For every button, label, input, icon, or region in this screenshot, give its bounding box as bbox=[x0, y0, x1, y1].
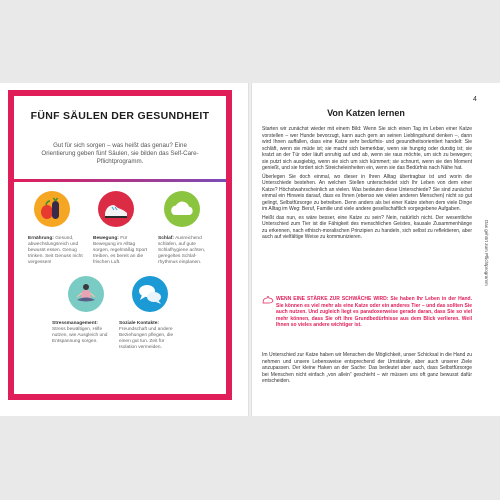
pillar-label: Ernährung: bbox=[28, 236, 54, 241]
body-text-continued: Im Unterschied zur Katze haben wir Menschen die Möglichkeit, unser Schicksal in die Hand zu nehmen und unsere Lebensweise entsprechend der Umstände, aber auch unserer Ziele anzupassen. Der kleine Haken an der Sache: Das bedeutet aber auch, dass Selbstfürsorge bei Menschen nicht einfach „von allein“ geschieht – wir müssen uns oft ganz bewusst dafür entscheiden. bbox=[262, 352, 472, 384]
side-tab-label: Das gehört zum Pflichtprogramm bbox=[484, 220, 489, 286]
pillar-social bbox=[119, 321, 183, 351]
cloud-icon bbox=[164, 191, 200, 227]
speech-bubbles-icon bbox=[132, 276, 168, 312]
vegetables-icon bbox=[34, 191, 70, 227]
paragraph: Starten wir zunächst wieder mit einem Bild: Wenn Sie sich einen Tag im Leben einer Katze vorstellen – wer Hunde bevorzugt, kann auch gern an seinen Lieblingshund denken –, dann wird Ihnen auffallen, dass eine Katze sehr bedürfnis- und gesundheitsorientiert handelt: Sie schläft, wenn sie müde ist; sie macht sich bemerkbar, wenn sie hungrig oder durstig ist; sie kratzt an der Tür oder läuft unruhig auf und ab, wenn sie raus möchte, um sich zu bewegen; sie putzt sich ausgiebig, wenn sie sich um sich kümmert; sie schnurrt, wenn sie den Moment genießt, und sie fordert sich Streicheleinheiten ein, wenn sie das Bedürfnis nach Nähe hat. bbox=[262, 126, 472, 171]
pillar-text: Stress bewältigen, Hilfe nutzen, wie Ausgleich und Entspannung sorgen. bbox=[52, 327, 108, 344]
body-text bbox=[262, 126, 472, 243]
pillar-stress bbox=[52, 321, 112, 345]
paragraph: Überlegen Sie doch einmal, wo dieser in Ihren Alltag übertragbar ist und worin die Unterschiede bestehen. An welchen Stellen unterscheidet sich Ihr Leben von dem einer Katze? Höchstwahrscheinlich an vielen. Was bedeuten diese Unterschiede? Sie sind zunächst einmal ein Hinweis darauf, dass es Ihnen (ebenso wie vielen anderen Menschen) nicht so gut gelingt, Selbstfürsorge zu betreiben. Denn anders als bei einer Katze stehen dem viele Dinge im Alltag im Weg: Beruf, Familie und viele andere gesellschaftlich vorgegebene Aufgaben. bbox=[262, 173, 472, 212]
section-title: Von Katzen lernen bbox=[327, 108, 405, 118]
page-number: 4 bbox=[473, 96, 477, 103]
side-tab bbox=[482, 220, 490, 320]
info-box-title: FÜNF SÄULEN DER GESUNDHEIT bbox=[30, 110, 210, 122]
pillar-exercise bbox=[93, 236, 149, 266]
book-spine bbox=[248, 83, 252, 416]
pillar-sleep bbox=[158, 236, 216, 266]
paragraph: Heißt das nun, es wäre besser, eine Katze zu sein? Nein, natürlich nicht. Der wesentliche Unterschied zum Tier ist die Fähigkeit des menschlichen Geistes, kausale Zusammenhänge zu erkennen, nach ethisch-moralischen Prinzipien zu handeln, sich selbst zu reflektieren, aber auch auf vielfältige Weise zu kommunizieren. bbox=[262, 214, 472, 240]
pillar-text: Für Bewegung im Alltag sorgen, regelmäßig Sport treiben, es bereit an die frischen Luft. bbox=[93, 236, 148, 265]
pillar-label: Schlaf: bbox=[158, 236, 174, 241]
pillar-text: Freundschaft und andere Beziehungen pflegen, die einen gut tun. Zeit für Isolation vermeiden. bbox=[119, 327, 174, 350]
pillar-text: Gesund, abwechslungsreich und bewusst essen. Genug trinken. Seit Genuss nicht vergessen! bbox=[28, 236, 83, 265]
sneaker-icon bbox=[98, 191, 134, 227]
callout-text: WENN EINE STÄRKE ZUR SCHWÄCHE WIRD: Sie haben Ihr Leben in der Hand. Sie können es viel mehr als eine Katze oder ein anderes Tier – und das sollten Sie auch nutzen. Und zugleich liegt es paradoxerweise gerade daran, dass Sie so viel mehr können, dass Sie oft Ihre Grundbedürfnisse aus dem Blick verlieren. Weil Ihnen so vieles andere wichtiger ist. bbox=[276, 296, 472, 328]
info-box-intro: Gut für sich sorgen – was heißt das genau? Eine Orientierung geben fünf Säulen, sie bilden das Self-Care-Pflichtprogramm. bbox=[41, 142, 199, 165]
cat-icon bbox=[262, 296, 274, 304]
pillar-label: Bewegung: bbox=[93, 236, 119, 241]
info-box bbox=[8, 90, 232, 400]
pillar-label: Soziale Kontakte: bbox=[119, 321, 159, 326]
pillar-nutrition bbox=[28, 236, 84, 266]
pillar-label: Stressmanagement: bbox=[52, 321, 98, 326]
gradient-divider bbox=[14, 179, 226, 182]
pillar-text: Ausreichend schlafen, auf gute Schlafhygiene achten, geregeltes Schlaf-rhythmus einplanen. bbox=[158, 236, 206, 265]
meditation-icon bbox=[68, 276, 104, 312]
